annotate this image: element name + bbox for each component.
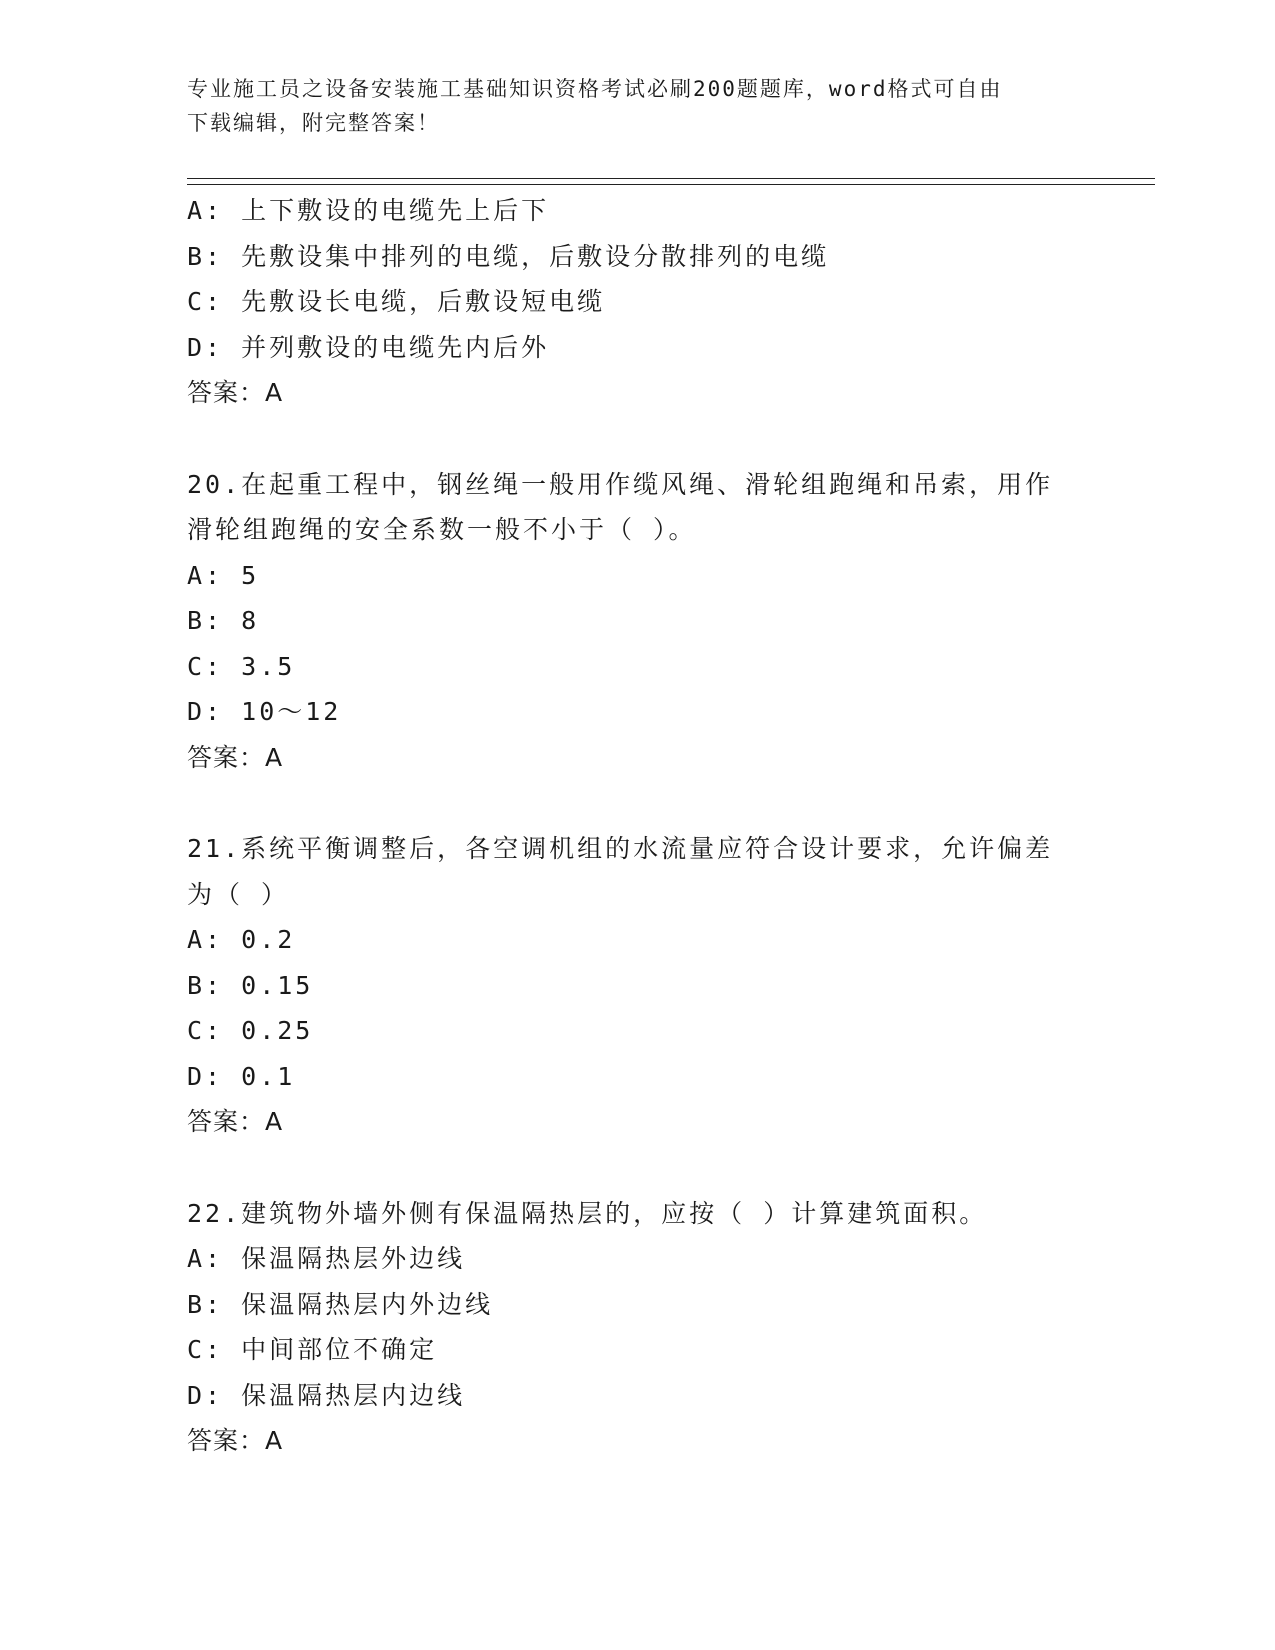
question-stem-cont: 滑轮组跑绳的安全系数一般不小于（ ）。 <box>187 515 697 544</box>
question-stem: 20.在起重工程中，钢丝绳一般用作缆风绳、滑轮组跑绳和吊索，用作 <box>187 469 1054 499</box>
question-stem: 22.建筑物外墙外侧有保温隔热层的，应按（ ）计算建筑面积。 <box>187 1198 988 1228</box>
option-d: D: 保温隔热层内边线 <box>187 1380 466 1410</box>
header-rule-top <box>187 178 1155 179</box>
answer-line: 答案：A <box>187 742 284 772</box>
question-block-19 <box>187 188 1087 416</box>
header-rule-bottom <box>187 184 1155 185</box>
header-line-1: 专业施工员之设备安装施工基础知识资格考试必刷200题题库，word格式可自由 <box>187 77 1003 101</box>
document-header <box>187 72 1067 140</box>
spacer <box>187 780 1087 826</box>
question-block-22 <box>187 1191 1087 1464</box>
header-line-2: 下载编辑，附完整答案！ <box>187 111 440 135</box>
option-b: B: 0.15 <box>187 970 314 1000</box>
question-stem: 21.系统平衡调整后，各空调机组的水流量应符合设计要求，允许偏差 <box>187 834 1054 863</box>
question-list <box>187 188 1087 1464</box>
question-block-20 <box>187 462 1087 781</box>
answer-line: 答案：A <box>187 378 284 407</box>
answer-line: 答案：A <box>187 1107 284 1136</box>
option-a: A: 保温隔热层外边线 <box>187 1244 466 1273</box>
option-a: A: 5 <box>187 560 260 590</box>
option-c: C: 先敷设长电缆，后敷设短电缆 <box>187 287 606 316</box>
option-d: D: 并列敷设的电缆先内后外 <box>187 332 550 362</box>
option-a: A: 0.2 <box>187 925 296 954</box>
question-block-21 <box>187 826 1087 1145</box>
option-d: D: 0.1 <box>187 1061 296 1091</box>
question-stem-cont: 为（ ） <box>187 879 290 909</box>
option-d: D: 10～12 <box>187 697 342 726</box>
option-c: C: 3.5 <box>187 651 296 681</box>
option-b: B: 先敷设集中排列的电缆，后敷设分散排列的电缆 <box>187 241 830 271</box>
option-b: B: 保温隔热层内外边线 <box>187 1289 494 1319</box>
option-c: C: 中间部位不确定 <box>187 1335 438 1364</box>
option-c: C: 0.25 <box>187 1016 314 1045</box>
spacer <box>187 1145 1087 1191</box>
option-b: B: 8 <box>187 606 260 635</box>
answer-line: 答案：A <box>187 1426 284 1455</box>
option-a: A: 上下敷设的电缆先上后下 <box>187 196 550 225</box>
spacer <box>187 416 1087 462</box>
